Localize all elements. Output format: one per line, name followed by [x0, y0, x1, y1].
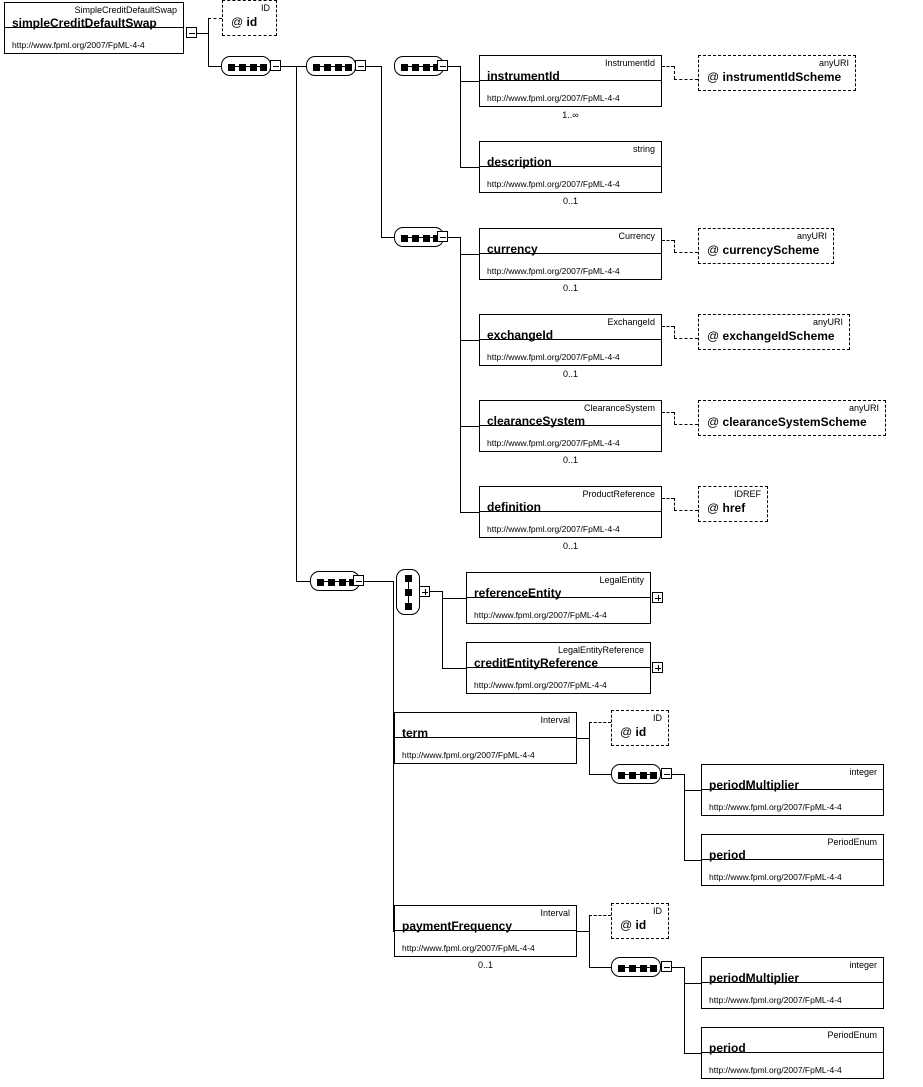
- node-exchangeIdScheme-attribute[interactable]: [698, 314, 850, 350]
- node-definition[interactable]: [479, 486, 662, 538]
- node-name: referenceEntity: [474, 586, 562, 600]
- node-type: ExchangeId: [607, 317, 655, 327]
- sequence-root[interactable]: [221, 56, 271, 76]
- node-clearanceSystemScheme-attribute[interactable]: [698, 400, 886, 436]
- expand-referenceEntity-icon[interactable]: [652, 592, 663, 603]
- node-term[interactable]: [394, 712, 577, 764]
- cardinality-instrumentId: 1..∞: [562, 110, 579, 120]
- node-namespace: http://www.fpml.org/2007/FpML-4-4: [709, 872, 842, 882]
- node-namespace: http://www.fpml.org/2007/FpML-4-4: [474, 680, 607, 690]
- node-term-periodMultiplier[interactable]: [701, 764, 884, 816]
- collapse-sequence-level2-icon[interactable]: [355, 60, 366, 71]
- node-namespace: http://www.fpml.org/2007/FpML-4-4: [487, 352, 620, 362]
- node-type: ID: [653, 906, 662, 916]
- node-type: ClearanceSystem: [583, 403, 655, 413]
- node-type: LegalEntity: [599, 575, 644, 585]
- expand-creditEntityReference-icon[interactable]: [652, 662, 663, 673]
- node-instrumentIdScheme-attribute[interactable]: [698, 55, 856, 91]
- expand-choice-icon[interactable]: [419, 586, 430, 597]
- collapse-sequence-currency-icon[interactable]: [437, 231, 448, 242]
- node-namespace: http://www.fpml.org/2007/FpML-4-4: [709, 995, 842, 1005]
- attribute-label: @ id: [231, 15, 258, 29]
- node-name: exchangeId: [487, 328, 554, 342]
- node-namespace: http://www.fpml.org/2007/FpML-4-4: [487, 266, 620, 276]
- node-type: LegalEntityReference: [557, 645, 644, 655]
- cardinality-exchangeId: 0..1: [562, 369, 578, 379]
- sequence-paymentFrequency[interactable]: [611, 957, 661, 977]
- node-simpleCreditDefaultSwap[interactable]: [4, 2, 184, 54]
- node-paymentFrequency-period[interactable]: [701, 1027, 884, 1079]
- node-type: ID: [653, 713, 662, 723]
- node-namespace: http://www.fpml.org/2007/FpML-4-4: [474, 610, 607, 620]
- node-type: anyURI: [812, 317, 843, 327]
- attribute-label: @ currencyScheme: [707, 243, 820, 257]
- node-name: creditEntityReference: [474, 656, 599, 670]
- cardinality-definition: 0..1: [562, 541, 578, 551]
- node-href-attribute[interactable]: [698, 486, 768, 522]
- node-name: term: [402, 726, 429, 740]
- attribute-label: @ id: [620, 725, 647, 739]
- node-namespace: http://www.fpml.org/2007/FpML-4-4: [402, 943, 535, 953]
- node-namespace: http://www.fpml.org/2007/FpML-4-4: [12, 40, 145, 50]
- node-namespace: http://www.fpml.org/2007/FpML-4-4: [487, 179, 620, 189]
- node-namespace: http://www.fpml.org/2007/FpML-4-4: [709, 802, 842, 812]
- node-name: description: [487, 155, 552, 169]
- node-type: anyURI: [848, 403, 879, 413]
- node-namespace: http://www.fpml.org/2007/FpML-4-4: [487, 93, 620, 103]
- node-type: PeriodEnum: [827, 837, 877, 847]
- node-type: Currency: [618, 231, 655, 241]
- node-name: instrumentId: [487, 69, 560, 83]
- node-name: simpleCreditDefaultSwap: [12, 16, 157, 30]
- attribute-label: @ href: [707, 501, 746, 515]
- node-type: Interval: [540, 908, 570, 918]
- node-type: SimpleCreditDefaultSwap: [74, 5, 177, 15]
- node-instrumentId[interactable]: [479, 55, 662, 107]
- cardinality-paymentFrequency: 0..1: [477, 960, 493, 970]
- attribute-label: @ exchangeIdScheme: [707, 329, 835, 343]
- node-name: periodMultiplier: [709, 778, 799, 792]
- attribute-label: @ id: [620, 918, 647, 932]
- node-name: period: [709, 848, 746, 862]
- collapse-sequence-paymentFrequency-icon[interactable]: [661, 961, 672, 972]
- node-type: IDREF: [734, 489, 761, 499]
- node-name: paymentFrequency: [402, 919, 513, 933]
- node-type: integer: [849, 960, 877, 970]
- node-namespace: http://www.fpml.org/2007/FpML-4-4: [487, 438, 620, 448]
- node-term-period[interactable]: [701, 834, 884, 886]
- cardinality-description: 0..1: [562, 196, 578, 206]
- node-name: clearanceSystem: [487, 414, 586, 428]
- node-type: integer: [849, 767, 877, 777]
- cardinality-currency: 0..1: [562, 283, 578, 293]
- collapse-sequence-root-icon[interactable]: [270, 60, 281, 71]
- node-namespace: http://www.fpml.org/2007/FpML-4-4: [487, 524, 620, 534]
- attribute-label: @ clearanceSystemScheme: [707, 415, 867, 429]
- node-currency[interactable]: [479, 228, 662, 280]
- node-name: definition: [487, 500, 541, 514]
- node-clearanceSystem[interactable]: [479, 400, 662, 452]
- sequence-level2[interactable]: [306, 56, 356, 76]
- node-name: currency: [487, 242, 538, 256]
- node-type: Interval: [540, 715, 570, 725]
- node-term-id-attribute[interactable]: [611, 710, 669, 746]
- collapse-sequence-term-icon[interactable]: [661, 768, 672, 779]
- collapse-root-icon[interactable]: [186, 27, 197, 38]
- node-name: period: [709, 1041, 746, 1055]
- node-paymentFrequency-periodMultiplier[interactable]: [701, 957, 884, 1009]
- node-creditEntityReference[interactable]: [466, 642, 651, 694]
- node-type: InstrumentId: [604, 58, 655, 68]
- node-type: anyURI: [818, 58, 849, 68]
- node-namespace: http://www.fpml.org/2007/FpML-4-4: [709, 1065, 842, 1075]
- node-root-id-attribute[interactable]: [222, 0, 277, 36]
- sequence-term[interactable]: [611, 764, 661, 784]
- node-namespace: http://www.fpml.org/2007/FpML-4-4: [402, 750, 535, 760]
- node-paymentFrequency[interactable]: [394, 905, 577, 957]
- node-type: PeriodEnum: [827, 1030, 877, 1040]
- cardinality-clearanceSystem: 0..1: [562, 455, 578, 465]
- node-paymentFrequency-id-attribute[interactable]: [611, 903, 669, 939]
- node-currencyScheme-attribute[interactable]: [698, 228, 834, 264]
- node-referenceEntity[interactable]: [466, 572, 651, 624]
- choice-compositor[interactable]: [396, 569, 420, 615]
- collapse-sequence-lower-icon[interactable]: [353, 575, 364, 586]
- node-type: string: [632, 144, 655, 154]
- collapse-sequence-instrument-icon[interactable]: [437, 60, 448, 71]
- node-type: ID: [261, 3, 270, 13]
- attribute-label: @ instrumentIdScheme: [707, 70, 842, 84]
- node-type: anyURI: [796, 231, 827, 241]
- node-type: ProductReference: [582, 489, 655, 499]
- node-name: periodMultiplier: [709, 971, 799, 985]
- node-description[interactable]: [479, 141, 662, 193]
- node-exchangeId[interactable]: [479, 314, 662, 366]
